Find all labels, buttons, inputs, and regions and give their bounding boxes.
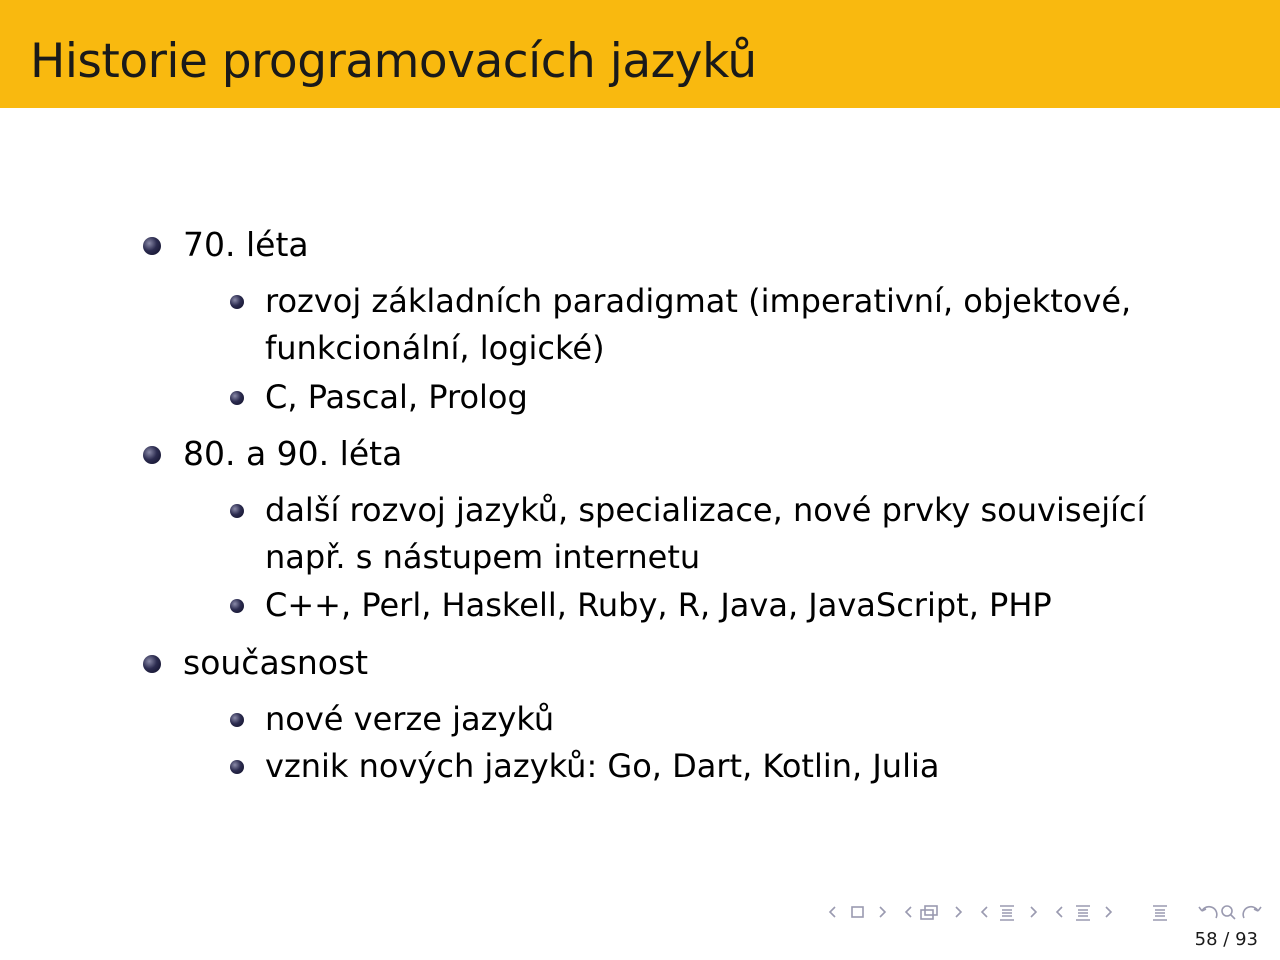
bullet-icon [143, 237, 161, 255]
subsection-icon[interactable] [921, 906, 937, 919]
next-arrow-icon[interactable] [1106, 907, 1111, 917]
next-arrow-icon[interactable] [880, 907, 885, 917]
prev-arrow-icon[interactable] [830, 907, 835, 917]
list-item-heading: 80. a 90. léta [183, 434, 403, 473]
page-number: 58 / 93 [1194, 929, 1258, 950]
list-subitem: rozvoj základních paradigmat (imperativní, objektové, [265, 282, 1132, 320]
list-subitem-continuation: např. s nástupem internetu [265, 538, 701, 576]
search-icon[interactable] [1222, 906, 1235, 919]
sub-bullet-icon [230, 760, 244, 774]
next-arrow-icon[interactable] [1031, 907, 1036, 917]
sub-bullet-icon [230, 504, 244, 518]
frame-icon[interactable] [852, 907, 863, 917]
sub-bullet-icon [230, 599, 244, 613]
list-item-heading: současnost [183, 643, 369, 682]
list-subitem: C++, Perl, Haskell, Ruby, R, Java, JavaScript, PHP [265, 586, 1052, 624]
list-subitem: nové verze jazyků [265, 700, 555, 738]
section-icon[interactable] [1076, 906, 1090, 920]
prev-arrow-icon[interactable] [906, 907, 911, 917]
list-subitem: další rozvoj jazyků, specializace, nové prvky související [265, 491, 1146, 529]
document-icon[interactable] [1153, 906, 1167, 920]
list-subitem: C, Pascal, Prolog [265, 378, 528, 416]
undo-icon[interactable] [1199, 907, 1217, 918]
list-subitem-continuation: funkcionální, logické) [265, 329, 605, 367]
prev-arrow-icon[interactable] [1057, 907, 1062, 917]
list-subitem: vznik nových jazyků: Go, Dart, Kotlin, Julia [265, 747, 940, 785]
section-icon[interactable] [1000, 906, 1014, 920]
sub-bullet-icon [230, 713, 244, 727]
slide-title: Historie programovacích jazyků [30, 34, 757, 89]
navigation-bar [820, 898, 1270, 928]
list-item-heading: 70. léta [183, 225, 309, 264]
redo-icon[interactable] [1243, 907, 1261, 918]
prev-arrow-icon[interactable] [982, 907, 987, 917]
sub-bullet-icon [230, 391, 244, 405]
sub-bullet-icon [230, 295, 244, 309]
bullet-icon [143, 446, 161, 464]
bullet-icon [143, 655, 161, 673]
next-arrow-icon[interactable] [956, 907, 961, 917]
